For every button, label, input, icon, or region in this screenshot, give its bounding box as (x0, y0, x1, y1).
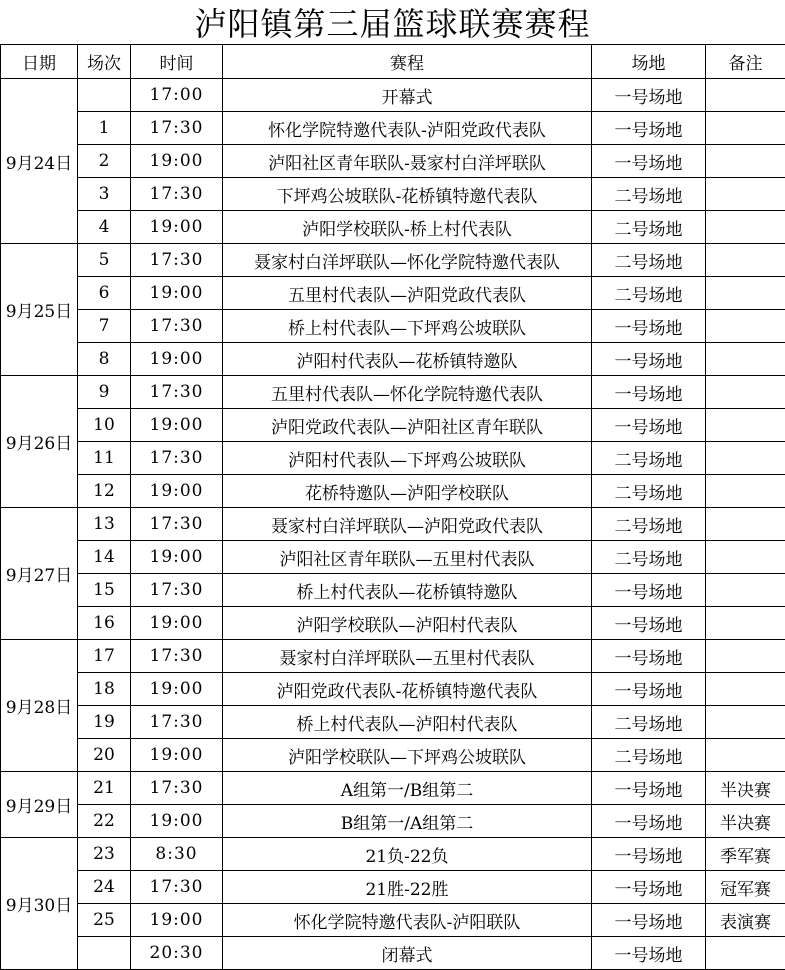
header-venue: 场地 (592, 45, 706, 79)
round-cell: 24 (78, 871, 131, 904)
venue-cell: 二号场地 (592, 211, 706, 244)
round-cell: 15 (78, 574, 131, 607)
note-cell: 半决赛 (706, 805, 785, 838)
time-cell: 17:30 (131, 640, 223, 673)
round-cell (78, 79, 131, 112)
round-cell (78, 937, 131, 970)
venue-cell: 一号场地 (592, 772, 706, 805)
round-cell: 19 (78, 706, 131, 739)
table-row (1, 838, 785, 871)
match-cell: 泸阳社区青年联队-聂家村白洋坪联队 (223, 145, 592, 178)
venue-cell: 一号场地 (592, 607, 706, 640)
table-row (1, 640, 785, 673)
match-cell: A组第一/B组第二 (223, 772, 592, 805)
time-cell: 17:30 (131, 376, 223, 409)
venue-cell: 一号场地 (592, 937, 706, 970)
venue-cell: 二号场地 (592, 178, 706, 211)
venue-cell: 二号场地 (592, 475, 706, 508)
venue-cell: 二号场地 (592, 739, 706, 772)
note-cell (706, 211, 785, 244)
table-row (1, 310, 785, 343)
time-cell: 17:30 (131, 112, 223, 145)
venue-cell: 一号场地 (592, 112, 706, 145)
time-cell: 19:00 (131, 145, 223, 178)
time-cell: 19:00 (131, 739, 223, 772)
time-cell: 17:30 (131, 178, 223, 211)
venue-cell: 二号场地 (592, 706, 706, 739)
time-cell: 17:30 (131, 706, 223, 739)
match-cell: 花桥特邀队—泸阳学校联队 (223, 475, 592, 508)
time-cell: 19:00 (131, 211, 223, 244)
note-cell: 表演赛 (706, 904, 785, 937)
time-cell: 17:30 (131, 574, 223, 607)
round-cell: 16 (78, 607, 131, 640)
round-cell: 18 (78, 673, 131, 706)
schedule-table (0, 44, 785, 970)
match-cell: 怀化学院特邀代表队-泸阳党政代表队 (223, 112, 592, 145)
time-cell: 19:00 (131, 805, 223, 838)
note-cell (706, 178, 785, 211)
table-row (1, 541, 785, 574)
table-row (1, 607, 785, 640)
match-cell: 开幕式 (223, 79, 592, 112)
date-cell: 9月25日 (1, 244, 78, 376)
note-cell: 季军赛 (706, 838, 785, 871)
time-cell: 19:00 (131, 343, 223, 376)
match-cell: 五里村代表队—泸阳党政代表队 (223, 277, 592, 310)
note-cell (706, 112, 785, 145)
note-cell (706, 640, 785, 673)
time-cell: 19:00 (131, 409, 223, 442)
round-cell: 13 (78, 508, 131, 541)
match-cell: 下坪鸡公坡联队-花桥镇特邀代表队 (223, 178, 592, 211)
match-cell: 泸阳学校联队—下坪鸡公坡联队 (223, 739, 592, 772)
match-cell: 闭幕式 (223, 937, 592, 970)
header-row (1, 45, 785, 79)
note-cell (706, 541, 785, 574)
table-row (1, 343, 785, 376)
match-cell: 泸阳学校联队-桥上村代表队 (223, 211, 592, 244)
match-cell: 泸阳社区青年联队—五里村代表队 (223, 541, 592, 574)
note-cell: 半决赛 (706, 772, 785, 805)
round-cell: 10 (78, 409, 131, 442)
time-cell: 17:30 (131, 244, 223, 277)
round-cell: 20 (78, 739, 131, 772)
time-cell: 19:00 (131, 541, 223, 574)
time-cell: 17:00 (131, 79, 223, 112)
table-row (1, 178, 785, 211)
round-cell: 3 (78, 178, 131, 211)
match-cell: 桥上村代表队—泸阳村代表队 (223, 706, 592, 739)
note-cell (706, 508, 785, 541)
time-cell: 8:30 (131, 838, 223, 871)
match-cell: B组第一/A组第二 (223, 805, 592, 838)
header-round: 场次 (78, 45, 131, 79)
table-row (1, 904, 785, 937)
venue-cell: 一号场地 (592, 376, 706, 409)
table-row (1, 79, 785, 112)
date-cell: 9月29日 (1, 772, 78, 838)
time-cell: 17:30 (131, 871, 223, 904)
venue-cell: 一号场地 (592, 904, 706, 937)
match-cell: 五里村代表队—怀化学院特邀代表队 (223, 376, 592, 409)
header-time: 时间 (131, 45, 223, 79)
date-cell: 9月24日 (1, 79, 78, 244)
date-cell: 9月26日 (1, 376, 78, 508)
page-title: 泸阳镇第三届篮球联赛赛程 (0, 0, 785, 44)
table-row (1, 673, 785, 706)
round-cell: 21 (78, 772, 131, 805)
header-note: 备注 (706, 45, 785, 79)
venue-cell: 一号场地 (592, 409, 706, 442)
note-cell (706, 607, 785, 640)
header-match: 赛程 (223, 45, 592, 79)
round-cell: 6 (78, 277, 131, 310)
note-cell (706, 739, 785, 772)
table-row (1, 508, 785, 541)
table-row (1, 574, 785, 607)
venue-cell: 二号场地 (592, 277, 706, 310)
match-cell: 21负-22负 (223, 838, 592, 871)
round-cell: 17 (78, 640, 131, 673)
venue-cell: 一号场地 (592, 145, 706, 178)
round-cell: 9 (78, 376, 131, 409)
venue-cell: 一号场地 (592, 310, 706, 343)
note-cell (706, 244, 785, 277)
time-cell: 17:30 (131, 442, 223, 475)
venue-cell: 二号场地 (592, 244, 706, 277)
round-cell: 11 (78, 442, 131, 475)
match-cell: 聂家村白洋坪联队—五里村代表队 (223, 640, 592, 673)
note-cell (706, 937, 785, 970)
table-row (1, 475, 785, 508)
time-cell: 19:00 (131, 607, 223, 640)
match-cell: 聂家村白洋坪联队—泸阳党政代表队 (223, 508, 592, 541)
venue-cell: 二号场地 (592, 508, 706, 541)
venue-cell: 二号场地 (592, 541, 706, 574)
match-cell: 泸阳党政代表队—泸阳社区青年联队 (223, 409, 592, 442)
venue-cell: 一号场地 (592, 838, 706, 871)
note-cell (706, 343, 785, 376)
table-row (1, 145, 785, 178)
table-row (1, 409, 785, 442)
time-cell: 19:00 (131, 475, 223, 508)
table-row (1, 706, 785, 739)
note-cell (706, 79, 785, 112)
round-cell: 25 (78, 904, 131, 937)
round-cell: 1 (78, 112, 131, 145)
note-cell (706, 706, 785, 739)
match-cell: 泸阳学校联队—泸阳村代表队 (223, 607, 592, 640)
note-cell (706, 475, 785, 508)
round-cell: 2 (78, 145, 131, 178)
table-row (1, 772, 785, 805)
round-cell: 12 (78, 475, 131, 508)
note-cell: 冠军赛 (706, 871, 785, 904)
venue-cell: 一号场地 (592, 574, 706, 607)
match-cell: 泸阳村代表队—下坪鸡公坡联队 (223, 442, 592, 475)
venue-cell: 一号场地 (592, 79, 706, 112)
note-cell (706, 409, 785, 442)
round-cell: 5 (78, 244, 131, 277)
date-cell: 9月28日 (1, 640, 78, 772)
schedule-body (1, 79, 785, 970)
time-cell: 19:00 (131, 904, 223, 937)
table-row (1, 376, 785, 409)
venue-cell: 一号场地 (592, 640, 706, 673)
table-row (1, 211, 785, 244)
round-cell: 7 (78, 310, 131, 343)
time-cell: 17:30 (131, 310, 223, 343)
time-cell: 17:30 (131, 508, 223, 541)
match-cell: 桥上村代表队—花桥镇特邀队 (223, 574, 592, 607)
match-cell: 泸阳村代表队—花桥镇特邀队 (223, 343, 592, 376)
time-cell: 19:00 (131, 277, 223, 310)
time-cell: 17:30 (131, 772, 223, 805)
venue-cell: 一号场地 (592, 673, 706, 706)
match-cell: 怀化学院特邀代表队-泸阳联队 (223, 904, 592, 937)
table-row (1, 244, 785, 277)
note-cell (706, 442, 785, 475)
note-cell (706, 277, 785, 310)
note-cell (706, 574, 785, 607)
match-cell: 桥上村代表队—下坪鸡公坡联队 (223, 310, 592, 343)
date-cell: 9月30日 (1, 838, 78, 970)
venue-cell: 一号场地 (592, 343, 706, 376)
table-row (1, 442, 785, 475)
table-row (1, 739, 785, 772)
note-cell (706, 673, 785, 706)
time-cell: 19:00 (131, 673, 223, 706)
round-cell: 23 (78, 838, 131, 871)
match-cell: 泸阳党政代表队-花桥镇特邀代表队 (223, 673, 592, 706)
match-cell: 聂家村白洋坪联队—怀化学院特邀代表队 (223, 244, 592, 277)
round-cell: 4 (78, 211, 131, 244)
note-cell (706, 145, 785, 178)
round-cell: 22 (78, 805, 131, 838)
table-row (1, 277, 785, 310)
note-cell (706, 376, 785, 409)
venue-cell: 一号场地 (592, 805, 706, 838)
table-row (1, 937, 785, 970)
round-cell: 8 (78, 343, 131, 376)
round-cell: 14 (78, 541, 131, 574)
header-date: 日期 (1, 45, 78, 79)
venue-cell: 一号场地 (592, 871, 706, 904)
venue-cell: 二号场地 (592, 442, 706, 475)
time-cell: 20:30 (131, 937, 223, 970)
table-row (1, 112, 785, 145)
table-row (1, 805, 785, 838)
date-cell: 9月27日 (1, 508, 78, 640)
table-row (1, 871, 785, 904)
note-cell (706, 310, 785, 343)
match-cell: 21胜-22胜 (223, 871, 592, 904)
